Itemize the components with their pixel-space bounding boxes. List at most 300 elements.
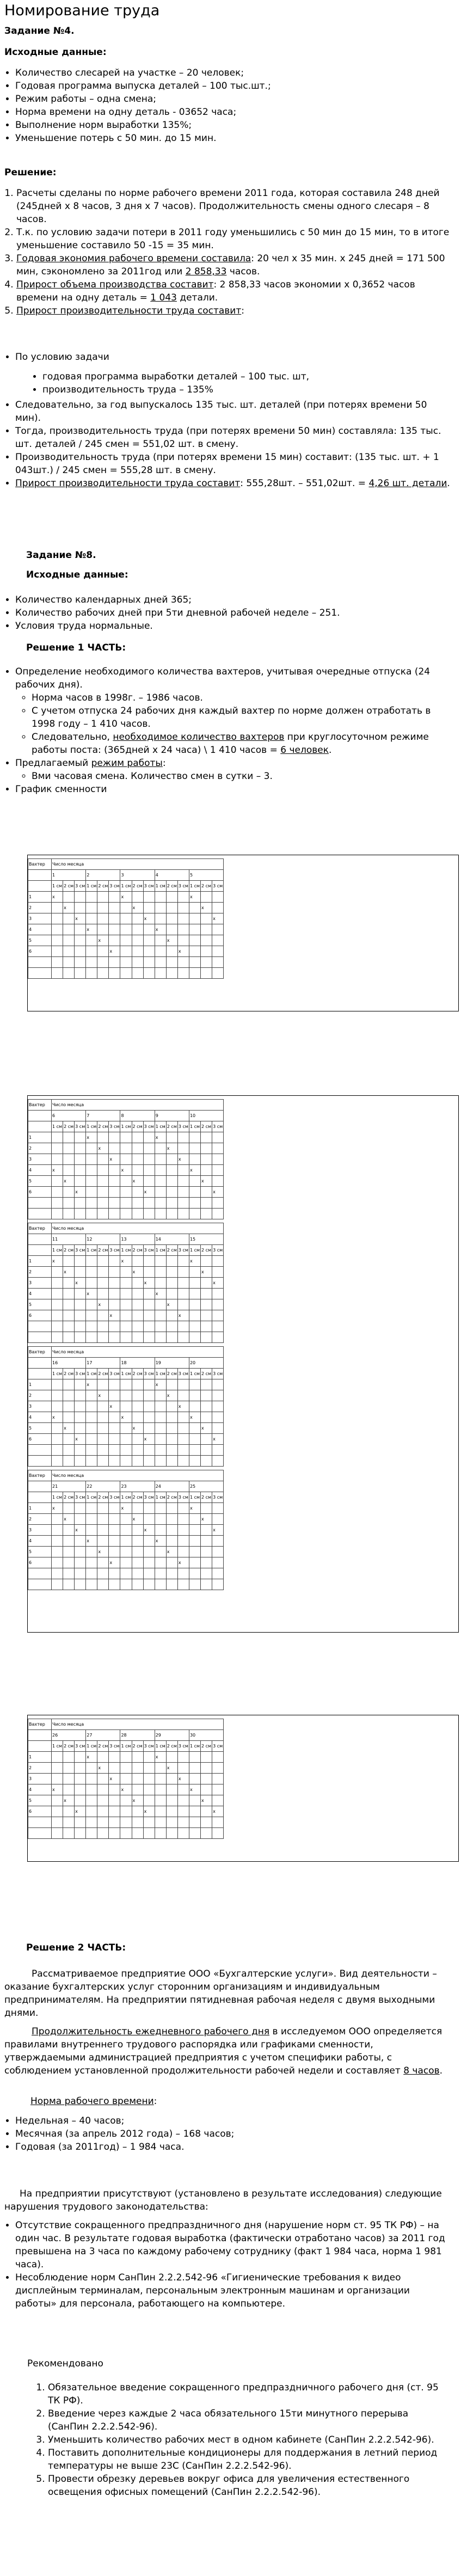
shift-cell: [155, 1176, 166, 1187]
shift-header: 3 см: [75, 1121, 86, 1132]
shift-header: 1 см: [52, 1369, 63, 1379]
shift-cell: х: [132, 1514, 143, 1525]
shift-cell: [75, 1752, 86, 1763]
table-cell: [120, 1568, 132, 1579]
shift-cell: [97, 1795, 109, 1806]
table-cell: [201, 1579, 212, 1590]
day-header: 11: [52, 1234, 86, 1245]
shift-cell: [120, 1536, 132, 1547]
shift-cell: [52, 1763, 63, 1774]
shift-cell: х: [132, 1176, 143, 1187]
shift-cell: [97, 1310, 109, 1321]
table-row: [28, 1525, 224, 1536]
table-cell: [86, 1568, 97, 1579]
shift-header: 3 см: [177, 1121, 189, 1132]
table-row: [28, 1198, 224, 1209]
shift-cell: [177, 1763, 189, 1774]
table-cell: [28, 1481, 52, 1492]
shift-cell: [155, 1503, 166, 1514]
table-cell: [120, 1198, 132, 1209]
table-cell: [86, 957, 97, 968]
shift-cell: [97, 1774, 109, 1784]
column-header: Число месяца: [52, 859, 224, 870]
shift-cell: [132, 1132, 143, 1143]
worker-label: 1: [28, 1132, 52, 1143]
shift-cell: [52, 1423, 63, 1434]
shift-cell: [63, 935, 75, 946]
shift-cell: [143, 1547, 155, 1557]
table-cell: [155, 1568, 166, 1579]
table-cell: [28, 968, 52, 979]
shift-cell: [212, 892, 224, 903]
shift-cell: [212, 1154, 224, 1165]
shift-cell: [132, 1536, 143, 1547]
day-header: 30: [189, 1730, 223, 1741]
table-row: [28, 1503, 224, 1514]
shift-cell: [63, 1143, 75, 1154]
table-cell: [109, 1445, 120, 1456]
shift-cell: [201, 1187, 212, 1198]
table-cell: [109, 1198, 120, 1209]
shift-cell: [177, 1256, 189, 1267]
table-row: [28, 1536, 224, 1547]
shift-cell: [201, 1165, 212, 1176]
shift-cell: [189, 1267, 200, 1278]
shift-cell: [212, 1256, 224, 1267]
shift-cell: х: [201, 1267, 212, 1278]
shift-cell: х: [201, 1514, 212, 1525]
task4-solution-label: Решение:: [4, 167, 57, 178]
shift-cell: [52, 1299, 63, 1310]
shift-cell: [63, 924, 75, 935]
column-header: Вахтер: [28, 1347, 52, 1358]
table-cell: [63, 1579, 75, 1590]
list-item: • Годовая программа выпуска деталей – 100 тыс.шт.;: [15, 79, 450, 93]
shift-cell: [155, 1154, 166, 1165]
shift-cell: [109, 903, 120, 913]
table-row: [28, 968, 224, 979]
shift-cell: [120, 1806, 132, 1817]
shift-cell: [97, 946, 109, 957]
shift-cell: [212, 1299, 224, 1310]
shift-cell: [155, 1278, 166, 1289]
table-cell: [177, 968, 189, 979]
shift-cell: [189, 1390, 200, 1401]
shift-header: 1 см: [120, 1741, 132, 1752]
shift-header: 1 см: [155, 1121, 166, 1132]
table-cell: [28, 1817, 52, 1828]
shift-cell: [52, 1379, 63, 1390]
table-cell: [97, 1456, 109, 1467]
shift-cell: х: [75, 1434, 86, 1445]
table-row: [28, 1278, 224, 1289]
shift-cell: [132, 1401, 143, 1412]
shift-cell: х: [97, 1143, 109, 1154]
shift-cell: [201, 1132, 212, 1143]
table-cell: [177, 1456, 189, 1467]
shift-header: 1 см: [86, 1741, 97, 1752]
table-row: [28, 1423, 224, 1434]
shift-header: 1 см: [189, 1121, 200, 1132]
shift-cell: х: [52, 1256, 63, 1267]
shift-cell: х: [132, 1267, 143, 1278]
shift-cell: [166, 1423, 177, 1434]
shift-cell: х: [132, 1795, 143, 1806]
shift-cell: [97, 924, 109, 935]
shift-cell: [212, 924, 224, 935]
shift-header: 2 см: [201, 1369, 212, 1379]
shift-cell: [132, 1165, 143, 1176]
shift-cell: [166, 1289, 177, 1299]
shift-header: 1 см: [120, 1121, 132, 1132]
table-cell: [143, 1321, 155, 1332]
table-cell: [52, 1568, 63, 1579]
table-row: [28, 1143, 224, 1154]
shift-cell: х: [189, 1256, 200, 1267]
table-cell: [52, 1828, 63, 1839]
shift-header: 2 см: [132, 1492, 143, 1503]
table-cell: [143, 1445, 155, 1456]
shift-cell: [189, 1187, 200, 1198]
shift-cell: [189, 924, 200, 935]
shift-cell: [120, 1423, 132, 1434]
table-cell: [28, 1369, 52, 1379]
shift-cell: х: [75, 913, 86, 924]
shift-cell: [201, 924, 212, 935]
shift-cell: [75, 1176, 86, 1187]
table-cell: [155, 1332, 166, 1343]
day-header: 16: [52, 1358, 86, 1369]
table-cell: [97, 1445, 109, 1456]
worker-label: 5: [28, 1423, 52, 1434]
table-cell: [143, 1332, 155, 1343]
day-header: 29: [155, 1730, 189, 1741]
shift-cell: [109, 1412, 120, 1423]
shift-cell: [155, 1557, 166, 1568]
shift-cell: [52, 1289, 63, 1299]
day-header: 1: [52, 870, 86, 881]
shift-cell: [86, 1412, 97, 1423]
shift-cell: [75, 1267, 86, 1278]
shift-cell: [189, 1752, 200, 1763]
shift-cell: [75, 1423, 86, 1434]
shift-cell: [120, 1752, 132, 1763]
shift-cell: [143, 1401, 155, 1412]
shift-header: 3 см: [177, 1741, 189, 1752]
table-row: [28, 1445, 224, 1456]
day-header: 17: [86, 1358, 120, 1369]
shift-cell: [201, 1143, 212, 1154]
shift-cell: [120, 1763, 132, 1774]
shift-cell: [97, 1514, 109, 1525]
table-row: [28, 1187, 224, 1198]
shift-cell: х: [212, 1278, 224, 1289]
shift-cell: [97, 1806, 109, 1817]
shift-cell: [177, 1176, 189, 1187]
shift-cell: [75, 1514, 86, 1525]
shift-cell: [201, 1752, 212, 1763]
shift-cell: [155, 1423, 166, 1434]
shift-cell: х: [177, 1154, 189, 1165]
shift-cell: [212, 1503, 224, 1514]
shift-cell: [189, 1763, 200, 1774]
shift-cell: [120, 1379, 132, 1390]
shift-cell: [132, 1289, 143, 1299]
shift-cell: [86, 1401, 97, 1412]
shift-header: 1 см: [189, 1492, 200, 1503]
table-cell: [166, 1209, 177, 1219]
column-header: Число месяца: [52, 1347, 224, 1358]
table-cell: [52, 1321, 63, 1332]
shift-cell: [109, 1503, 120, 1514]
shift-cell: [52, 1154, 63, 1165]
table-cell: [166, 1332, 177, 1343]
shift-cell: [143, 1143, 155, 1154]
table-cell: [212, 957, 224, 968]
table-cell: [201, 1568, 212, 1579]
table-row: [28, 1795, 224, 1806]
shift-cell: [63, 1784, 75, 1795]
shift-cell: х: [63, 1267, 75, 1278]
shift-cell: [189, 1278, 200, 1289]
highlight-value: 8 часов: [403, 2065, 440, 2076]
shift-header: 2 см: [63, 1245, 75, 1256]
shift-cell: [120, 1299, 132, 1310]
table-cell: [201, 968, 212, 979]
table-cell: [28, 1209, 52, 1219]
table-cell: [109, 1209, 120, 1219]
shift-cell: [86, 1806, 97, 1817]
table-cell: [52, 1817, 63, 1828]
shift-cell: [143, 1774, 155, 1784]
shift-cell: х: [155, 924, 166, 935]
shift-cell: [132, 913, 143, 924]
shift-cell: [166, 1434, 177, 1445]
shift-cell: х: [63, 1423, 75, 1434]
table-cell: [75, 1198, 86, 1209]
worker-label: 1: [28, 1752, 52, 1763]
table-cell: [189, 968, 200, 979]
table-cell: [201, 1456, 212, 1467]
highlight-value: 6 человек: [280, 745, 329, 756]
shift-cell: [201, 1784, 212, 1795]
table-cell: [75, 968, 86, 979]
day-header: 3: [120, 870, 155, 881]
table-cell: [212, 1321, 224, 1332]
shift-cell: [143, 1154, 155, 1165]
table-row: [28, 1289, 224, 1299]
schedule-grid: [28, 1470, 224, 1590]
shift-cell: [109, 1390, 120, 1401]
shift-cell: [166, 1165, 177, 1176]
table-cell: [109, 968, 120, 979]
day-header: 6: [52, 1111, 86, 1121]
shift-cell: [143, 1536, 155, 1547]
shift-cell: [109, 1256, 120, 1267]
table-cell: [97, 1817, 109, 1828]
shift-cell: [52, 1187, 63, 1198]
shift-cell: [97, 1536, 109, 1547]
underlined-text: Продолжительность ежедневного рабочего дня: [32, 2026, 270, 2037]
table-cell: [132, 1456, 143, 1467]
worker-label: 2: [28, 903, 52, 913]
shift-cell: [52, 1132, 63, 1143]
shift-header: 2 см: [97, 1369, 109, 1379]
shift-cell: [109, 1187, 120, 1198]
shift-cell: [63, 1536, 75, 1547]
worker-label: 1: [28, 1503, 52, 1514]
shift-cell: [143, 1752, 155, 1763]
underlined-text: Прирост производительности труда составит: [16, 305, 242, 316]
shift-cell: [97, 1412, 109, 1423]
shift-cell: [177, 1784, 189, 1795]
table-row: [28, 1154, 224, 1165]
underlined-text: режим работы: [91, 758, 163, 769]
table-cell: [28, 957, 52, 968]
table-cell: [155, 1209, 166, 1219]
table-cell: [28, 1245, 52, 1256]
shift-cell: [166, 1187, 177, 1198]
shift-cell: [155, 1784, 166, 1795]
shift-cell: [155, 1774, 166, 1784]
shift-cell: [132, 1434, 143, 1445]
shift-cell: х: [166, 935, 177, 946]
table-cell: [63, 1828, 75, 1839]
shift-cell: [86, 1154, 97, 1165]
recommendations-list: [48, 2381, 450, 2499]
shift-header: 1 см: [86, 1121, 97, 1132]
table-cell: [28, 1445, 52, 1456]
day-header: 7: [86, 1111, 120, 1121]
shift-header: 2 см: [97, 1492, 109, 1503]
table-cell: [97, 968, 109, 979]
table-cell: [177, 1332, 189, 1343]
shift-cell: [109, 1763, 120, 1774]
list-item: • Предлагаемый режим работы: ◦ Вми часовая смена. Количество смен в сутки – 3.: [15, 757, 450, 783]
table-cell: [52, 968, 63, 979]
shift-cell: [109, 913, 120, 924]
shift-header: 3 см: [143, 1369, 155, 1379]
shift-cell: [75, 1310, 86, 1321]
list-item: • Отсутствие сокращенного предпраздничного дня (нарушение норм ст. 95 ТК РФ) – на один час. В результате годовая выработка (фактически отработано часов) за 2011 год превышена на 3 часа по каждому рабочему сотруднику (факт 1 984 часа, норма 1 981 часа).: [15, 2219, 450, 2271]
shift-cell: [201, 1289, 212, 1299]
shift-cell: [212, 1401, 224, 1412]
shift-header: 1 см: [86, 1369, 97, 1379]
shift-cell: [86, 1187, 97, 1198]
shift-cell: [75, 1143, 86, 1154]
shift-cell: [52, 1795, 63, 1806]
list-item: • Определение необходимого количества вахтеров, учитывая очередные отпуска (24 рабочих дня). ◦ Норма часов в 1998г. – 1986 часов. ◦ С учетом отпуска 24 рабочих дня каждый вахтер по норме должен отработать в 1998 году – 1 410 часов. ◦ Следовательно, необходимое количество вахтеров при круглосуточном режиме работы поста: (365дней х 24 часа) \ 1 410 часов = 6 человек.: [15, 665, 450, 757]
table-cell: [155, 957, 166, 968]
shift-header: 1 см: [86, 881, 97, 892]
shift-cell: [120, 913, 132, 924]
shift-cell: [189, 1289, 200, 1299]
shift-header: 1 см: [86, 1492, 97, 1503]
table-cell: [189, 1445, 200, 1456]
table-row: [28, 1176, 224, 1187]
table-row: [28, 1256, 224, 1267]
shift-cell: х: [201, 1176, 212, 1187]
shift-header: 1 см: [52, 1741, 63, 1752]
shift-cell: [189, 1434, 200, 1445]
shift-cell: х: [166, 1547, 177, 1557]
shift-cell: [189, 903, 200, 913]
shift-cell: х: [63, 903, 75, 913]
shift-cell: [75, 1547, 86, 1557]
table-cell: [63, 957, 75, 968]
shift-cell: [155, 935, 166, 946]
shift-cell: [97, 1379, 109, 1390]
table-row: [28, 1752, 224, 1763]
shift-cell: [75, 1256, 86, 1267]
table-cell: [177, 1321, 189, 1332]
shift-cell: [132, 1299, 143, 1310]
shift-cell: [155, 1795, 166, 1806]
shift-cell: [109, 1143, 120, 1154]
worker-label: 2: [28, 1143, 52, 1154]
worker-label: 3: [28, 913, 52, 924]
shift-cell: [212, 1132, 224, 1143]
table-row: [28, 924, 224, 935]
shift-cell: [143, 935, 155, 946]
task4-given-label: Исходные данные:: [4, 47, 107, 58]
list-item: • Несоблюдение норм СанПин 2.2.2.542-96 «Гигиенические требования к видео дисплейным терминалам, персональным электронным машинам и организации работы» для персонала, работающего на компьютере.: [15, 2271, 450, 2310]
day-header: 23: [120, 1481, 155, 1492]
shift-cell: х: [109, 1401, 120, 1412]
underlined-text: Годовая экономия рабочего времени составила: [16, 253, 251, 264]
shift-header: 2 см: [201, 1741, 212, 1752]
worker-label: 1: [28, 892, 52, 903]
table-cell: [166, 957, 177, 968]
shift-cell: х: [52, 1412, 63, 1423]
table-cell: [155, 968, 166, 979]
table-cell: [201, 1332, 212, 1343]
shift-header: 2 см: [132, 1369, 143, 1379]
shift-header: 2 см: [97, 881, 109, 892]
table-cell: [120, 968, 132, 979]
day-header: 25: [189, 1481, 223, 1492]
table-cell: [143, 1579, 155, 1590]
day-header: 9: [155, 1111, 189, 1121]
shift-cell: [63, 1310, 75, 1321]
worker-label: 1: [28, 1256, 52, 1267]
shift-header: 2 см: [132, 1121, 143, 1132]
shift-cell: [177, 1390, 189, 1401]
shift-cell: [177, 1525, 189, 1536]
shift-cell: [109, 1176, 120, 1187]
list-item: • Количество календарных дней 365;: [15, 593, 450, 606]
table-cell: [155, 1321, 166, 1332]
shift-cell: х: [97, 1299, 109, 1310]
table-cell: [86, 1332, 97, 1343]
column-header: Вахтер: [28, 1100, 52, 1111]
shift-cell: [189, 935, 200, 946]
table-cell: [52, 1332, 63, 1343]
shift-cell: [75, 1536, 86, 1547]
table-cell: [201, 1828, 212, 1839]
schedule-grid: [28, 1719, 224, 1839]
shift-cell: [166, 1536, 177, 1547]
shift-cell: [86, 1434, 97, 1445]
shift-cell: [75, 1379, 86, 1390]
shift-cell: [97, 1752, 109, 1763]
table-cell: [189, 1209, 200, 1219]
shift-cell: х: [155, 1132, 166, 1143]
shift-header: 3 см: [143, 881, 155, 892]
shift-cell: [63, 1547, 75, 1557]
shift-cell: [75, 1299, 86, 1310]
table-cell: [109, 1321, 120, 1332]
